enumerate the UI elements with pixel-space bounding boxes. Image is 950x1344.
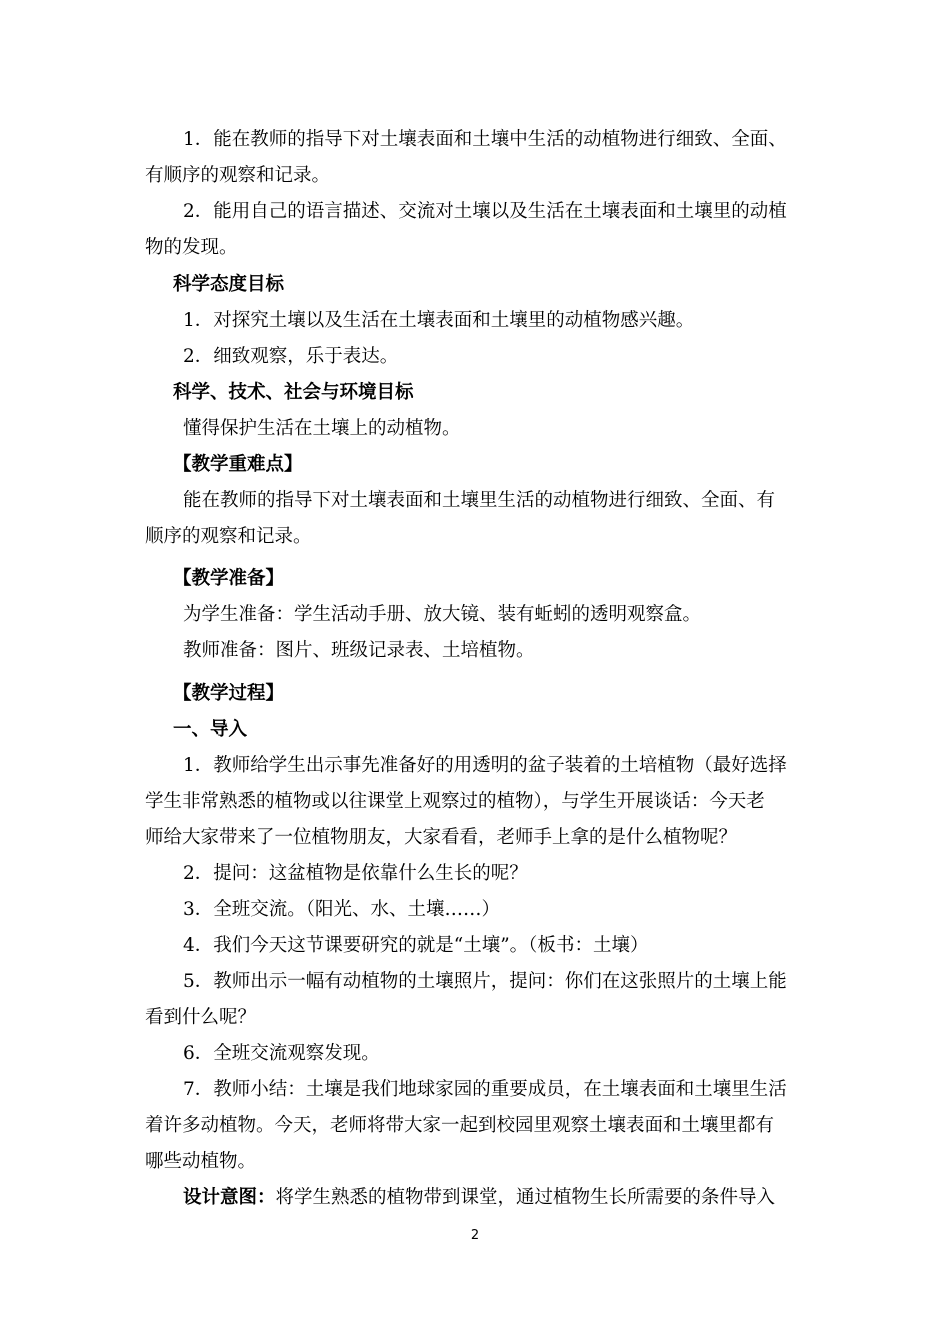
paragraph-line: 懂得保护生活在土壤上的动植物。 [183, 418, 461, 439]
paragraph-line: 4．我们今天这节课要研究的就是“土壤”。（板书：土壤） [183, 935, 649, 956]
paragraph-line: 看到什么呢？ [145, 1007, 257, 1028]
paragraph-line: 2．提问：这盆植物是依靠什么生长的呢？ [183, 863, 528, 884]
subsection-heading-intro: 一、导入 [173, 719, 248, 740]
section-heading-process: 【教学过程】 [173, 683, 285, 704]
page-number: 2 [470, 1228, 480, 1243]
design-intent-line [183, 1185, 853, 1211]
paragraph-line: 师给大家带来了一位植物朋友，大家看看，老师手上拿的是什么植物呢？ [145, 827, 738, 848]
section-heading-sts: 科学、技术、社会与环境目标 [173, 382, 414, 403]
paragraph-line: 顺序的观察和记录。 [145, 526, 312, 547]
paragraph-line: 能在教师的指导下对土壤表面和土壤里生活的动植物进行细致、全面、有 [183, 490, 776, 511]
paragraph-line: 物的发现。 [145, 237, 238, 258]
paragraph-line: 1．教师给学生出示事先准备好的用透明的盆子装着的土培植物（最好选择 [183, 755, 787, 776]
paragraph-line: 为学生准备：学生活动手册、放大镜、装有蚯蚓的透明观察盒。 [183, 604, 702, 625]
paragraph-line: 6．全班交流观察发现。 [183, 1043, 380, 1064]
paragraph-line: 5．教师出示一幅有动植物的土壤照片，提问：你们在这张照片的土壤上能 [183, 971, 787, 992]
paragraph-line: 1．对探究土壤以及生活在土壤表面和土壤里的动植物感兴趣。 [183, 310, 695, 331]
paragraph-line: 有顺序的观察和记录。 [145, 165, 331, 186]
section-heading-key-points: 【教学重难点】 [173, 454, 303, 475]
paragraph-line: 哪些动植物。 [145, 1151, 257, 1172]
paragraph-line: 着许多动植物。今天，老师将带大家一起到校园里观察土壤表面和土壤里都有 [145, 1115, 775, 1136]
section-heading-preparation: 【教学准备】 [173, 568, 285, 589]
section-heading-attitude: 科学态度目标 [173, 274, 285, 295]
paragraph-line: 2．能用自己的语言描述、交流对土壤以及生活在土壤表面和土壤里的动植 [183, 201, 787, 222]
paragraph-line: 7．教师小结：土壤是我们地球家园的重要成员，在土壤表面和土壤里生活 [183, 1079, 787, 1100]
paragraph-line: 3．全班交流。（阳光、水、土壤……） [183, 899, 501, 920]
paragraph-line: 学生非常熟悉的植物或以往课堂上观察过的植物），与学生开展谈话：今天老 [145, 791, 765, 812]
design-intent-label: 设计意图： [183, 1187, 276, 1208]
paragraph-line: 1．能在教师的指导下对土壤表面和土壤中生活的动植物进行细致、全面、 [183, 129, 787, 150]
paragraph-line: 教师准备：图片、班级记录表、土培植物。 [183, 640, 535, 661]
design-intent-text: 将学生熟悉的植物带到课堂，通过植物生长所需要的条件导入 [275, 1187, 776, 1208]
paragraph-line: 2．细致观察，乐于表达。 [183, 346, 399, 367]
